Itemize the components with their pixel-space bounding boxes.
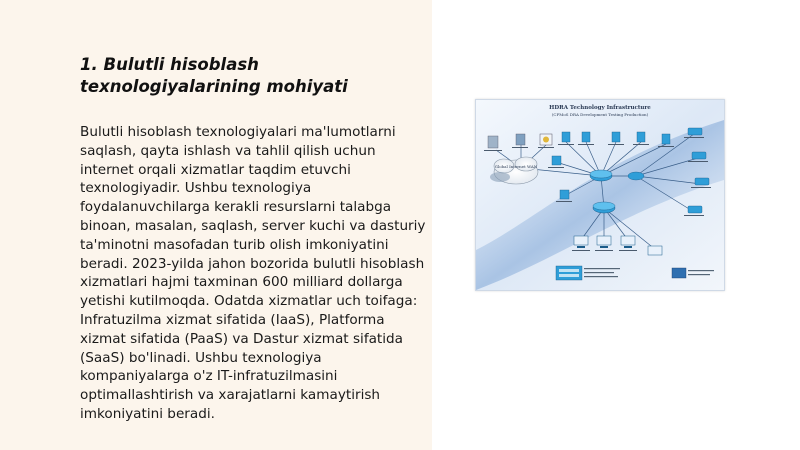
cloud-icon [490, 157, 538, 184]
network-diagram-graphic [476, 100, 724, 290]
network-diagram [475, 99, 725, 291]
diagram-subtitle: (CFMoS DRA Development Testing Production) [551, 112, 649, 117]
cloud-label: Global Internet WAN [494, 164, 538, 169]
slide-body-text: Bulutli hisoblash texnologiyalari ma'lumotlarni saqlash, qayta ishlash va tahlil qilish uchun internet orqali xizmatlar taqdim etuvchi texnologiyadir. Ushbu texnologiya foydalanuvchilarga kerakli resurslarni talabga binoan, masalan, saqlash, server kuchi va dasturiy ta'minotni masofadan turib olish imkoniyatini beradi. 2023-yilda jahon bozorida bulutli hisoblash xizmatlari hajmi taxminan 600 milliard dollarga yetishi kutilmoqda. Odatda xizmatlar uch toifaga: Infratuzilma xizmat sifatida (IaaS), Platforma xizmat sifatida (PaaS) va Dastur xizmat sifatida (SaaS) bo'linadi. Ushbu texnologiya kompaniyalarga o'z IT-infratuzilmasini optimallashtirish va xarajatlarni kamaytirish imkoniyatini beradi. [80, 124, 426, 422]
slide-heading: 1. Bulutli hisoblash texnologiyalarining mohiyati [80, 55, 348, 96]
diagram-title: HDRA Technology Infrastructure [549, 105, 651, 111]
